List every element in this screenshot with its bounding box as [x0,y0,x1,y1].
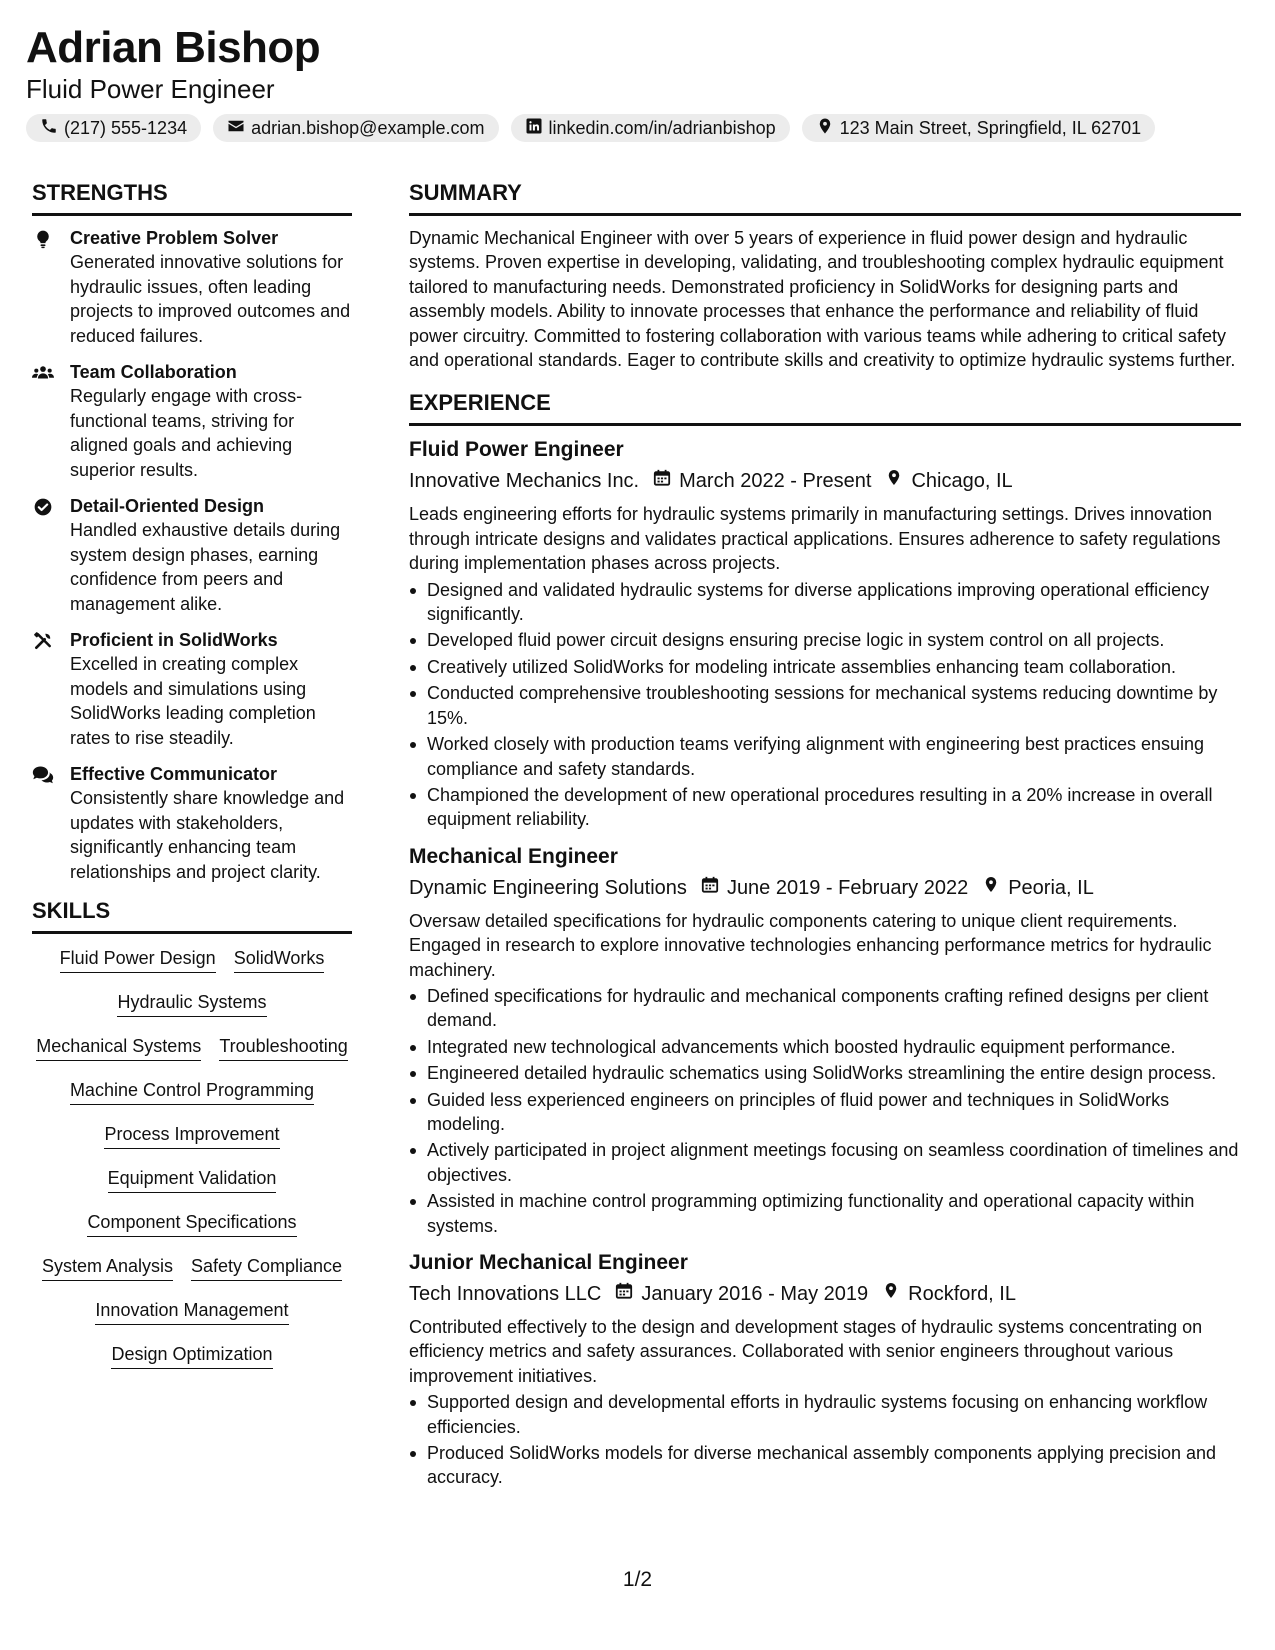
job-meta [409,1279,1241,1309]
skill-tag: Design Optimization [111,1342,272,1369]
job-entry [409,436,1241,831]
job-description: Leads engineering efforts for hydraulic systems primarily in manufacturing settings. Drives innovation through intricate designs and validates practical applications. Ensures adherence to safety regulations during implementation phases across projects. [409,504,1221,574]
skill-tag: Process Improvement [104,1122,279,1149]
job-description: Contributed effectively to the design and development stages of hydraulic systems concentrating on efficiency metrics and safety assurances. Collaborated with senior engineers throughout various improvement initiatives. [409,1317,1203,1386]
skills-heading: SKILLS [32,896,352,934]
right-column [409,178,1241,1490]
skill-tag: Machine Control Programming [70,1078,314,1105]
job-meta [409,873,1241,903]
strength-item [32,762,352,884]
skill-tag: SolidWorks [234,946,325,973]
contact-phone-text: (217) 555-1234 [64,117,188,138]
job-role: Mechanical Engineer [409,844,618,868]
job-dates: March 2022 - Present [679,470,872,493]
job-company: Dynamic Engineering Solutions [409,876,687,899]
list-item: Supported design and developmental efforts in hydraulic systems focusing on enhancing workflow efficiencies. [409,1390,1241,1439]
job-entry [409,843,1241,1238]
job-bullets [409,578,1241,832]
skill-tag: Hydraulic Systems [117,990,266,1017]
linkedin-icon [525,117,543,140]
calendar-icon [601,1279,641,1309]
skill-tag: Mechanical Systems [36,1034,201,1061]
strength-description: Regularly engage with cross-functional teams, striving for aligned goals and achieving superior results. [70,386,303,480]
summary-text: Dynamic Mechanical Engineer with over 5 years of experience in fluid power design and hydraulic systems. Proven expertise in developing, validating, and troubleshooting complex hydraulic equipment tailored to manufacturing needs. Demonstrated proficiency in SolidWorks for designing parts and assembly models. Ability to innovate processes that enhance the performance and reliability of fluid power circuitry. Committed to fostering collaboration with various teams while adhering to critical safety and operational standards. Eager to contribute skills and creativity to optimize hydraulic systems further. [409,228,1236,371]
list-item: Designed and validated hydraulic systems for diverse applications improving operational efficiency significantly. [409,578,1241,627]
page-number: 1/2 [622,1568,653,1591]
strength-title: Proficient in SolidWorks [70,630,278,650]
list-item: Defined specifications for hydraulic and mechanical components crafting refined designs per client demand. [409,984,1241,1033]
tools-icon [32,628,70,750]
contact-linkedin[interactable] [511,114,790,142]
list-item: Produced SolidWorks models for diverse mechanical assembly components applying precision and accuracy. [409,1441,1241,1490]
job-dates: June 2019 - February 2022 [726,876,969,899]
list-item: Integrated new technological advancements which boosted hydraulic equipment performance. [409,1035,1241,1059]
list-item: Championed the development of new operational procedures resulting in a 20% increase in overall equipment reliability. [409,783,1241,832]
job-description: Oversaw detailed specifications for hydraulic components catering to unique client requirements. Engaged in research to explore innovative technologies enhancing performance metrics for hydraulic machinery. [409,910,1212,980]
job-company: Innovative Mechanics Inc. [409,470,640,493]
strengths-heading: STRENGTHS [32,178,352,216]
job-company: Tech Innovations LLC [409,1283,602,1305]
list-item: Assisted in machine control programming optimizing functionality and operational capacity within systems. [409,1189,1241,1238]
contact-email-text: adrian.bishop@example.com [251,117,485,138]
strength-item [32,628,352,750]
contact-phone[interactable] [26,114,201,142]
skill-tag: Component Specifications [87,1210,296,1237]
strengths-list [32,226,352,884]
calendar-icon [687,873,727,903]
users-icon [32,360,70,482]
strength-description: Generated innovative solutions for hydraulic issues, often leading projects to improved outcomes and reduced failures. [70,252,351,346]
list-item: Actively participated in project alignment meetings focusing on seamless coordination of timelines and objectives. [409,1138,1241,1187]
contact-bar [26,114,1155,142]
strength-description: Consistently share knowledge and updates with stakeholders, significantly enhancing team relationships and project clarity. [70,788,345,882]
skill-tag: Fluid Power Design [60,946,216,973]
map-marker-icon [816,117,834,140]
skill-tag: Innovation Management [95,1298,288,1325]
list-item: Worked closely with production teams verifying alignment with engineering best practices ensuing compliance and safety standards. [409,732,1241,781]
envelope-icon [227,117,245,140]
map-marker-icon [871,466,911,496]
skill-tag: Troubleshooting [219,1034,347,1061]
job-location: Rockford, IL [908,1283,1016,1305]
strength-item [32,360,352,482]
strength-item [32,226,352,348]
calendar-icon [639,466,679,496]
strength-item [32,494,352,616]
contact-address-text: 123 Main Street, Springfield, IL 62701 [839,117,1142,138]
contact-address[interactable] [802,114,1156,142]
summary-heading: SUMMARY [409,178,1241,216]
list-item: Creatively utilized SolidWorks for modeling intricate assemblies enhancing team collaboration. [409,655,1241,679]
job-dates: January 2016 - May 2019 [641,1283,869,1305]
list-item: Engineered detailed hydraulic schematics using SolidWorks streamlining the entire design process. [409,1061,1241,1085]
job-location: Peoria, IL [1008,876,1094,899]
phone-icon [40,117,58,140]
candidate-name: Adrian Bishop [26,23,321,72]
resume-header [26,22,1155,142]
left-column [32,178,352,1369]
lightbulb-icon [32,226,70,348]
map-marker-icon [868,1279,908,1309]
job-location: Chicago, IL [911,470,1013,493]
job-entry [409,1249,1241,1490]
job-role: Junior Mechanical Engineer [409,1251,688,1274]
contact-email[interactable] [213,114,498,142]
skills-list [32,946,352,1369]
strength-title: Team Collaboration [70,362,237,382]
candidate-title: Fluid Power Engineer [26,74,275,104]
list-item: Conducted comprehensive troubleshooting sessions for mechanical systems reducing downtime by 15%. [409,681,1241,730]
job-bullets [409,1390,1241,1490]
list-item: Guided less experienced engineers on principles of fluid power and techniques in SolidWorks modeling. [409,1088,1241,1137]
experience-heading: EXPERIENCE [409,388,1241,426]
strength-title: Creative Problem Solver [70,228,279,248]
check-circle-icon [32,494,70,616]
map-marker-icon [968,873,1008,903]
comments-icon [32,762,70,884]
strength-title: Effective Communicator [70,764,278,784]
job-meta [409,466,1241,496]
strength-title: Detail-Oriented Design [70,496,265,516]
contact-linkedin-text: linkedin.com/in/adrianbishop [548,117,776,138]
strength-description: Handled exhaustive details during system design phases, earning confidence from peers and management alike. [70,520,341,614]
strength-description: Excelled in creating complex models and simulations using SolidWorks leading completion rates to rise steadily. [70,654,316,748]
list-item: Developed fluid power circuit designs ensuring precise logic in system control on all projects. [409,628,1241,652]
skill-tag: Safety Compliance [191,1254,342,1281]
job-bullets [409,984,1241,1238]
skill-tag: System Analysis [42,1254,173,1281]
job-role: Fluid Power Engineer [409,438,624,462]
skill-tag: Equipment Validation [108,1166,277,1193]
